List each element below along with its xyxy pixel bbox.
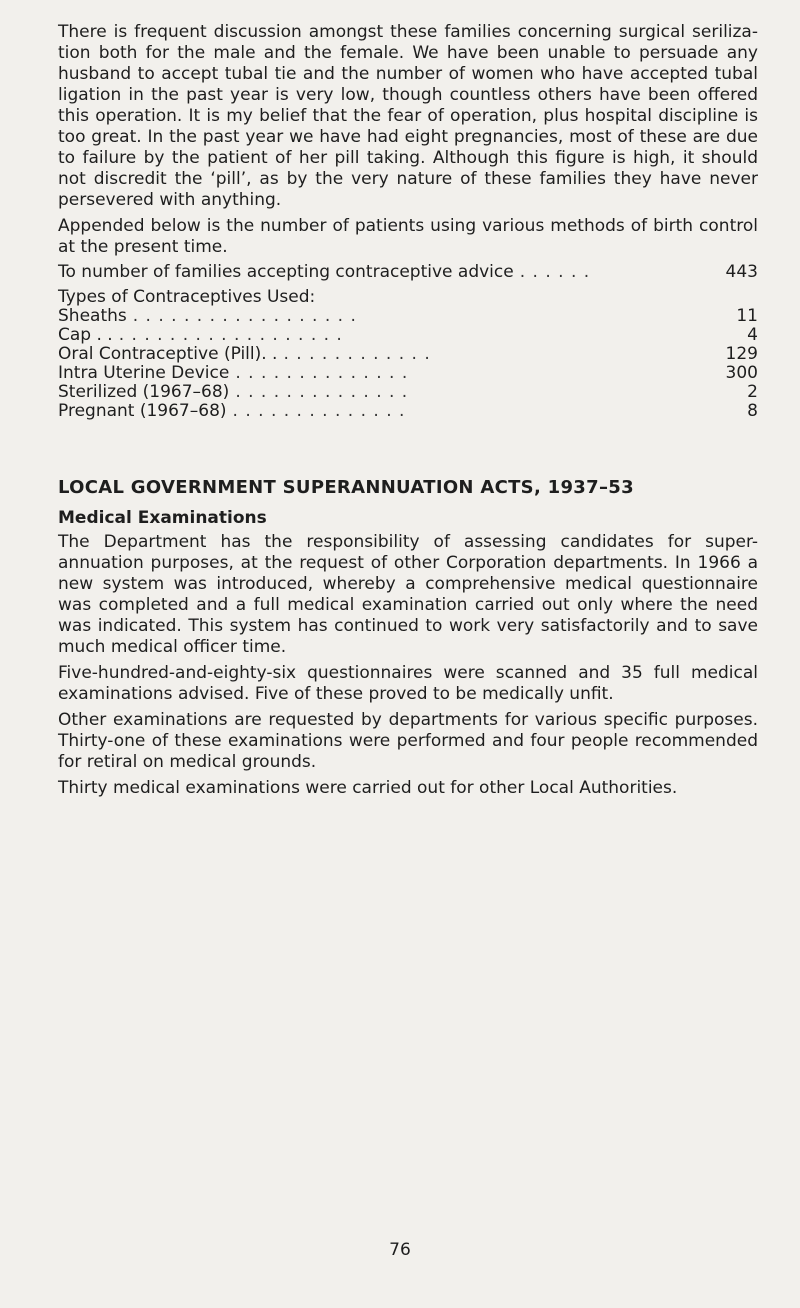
type-row [58,326,758,345]
leader-dots: . . . . . . . . . . . . . . [232,402,406,421]
type-label: Cap . . [58,325,113,345]
leader-dots: . . . . . . . . . . . . . . [235,383,409,402]
leader-dots: . . . . . . . . . . . . [283,345,431,364]
intro-paragraph-2: Appended below is the number of patients using various methods of birth control at the present time. [58,216,758,257]
types-heading-row [58,288,758,307]
leader-dots: . . . . . . . . . . . . . . . . . . [132,307,357,326]
families-row [58,263,758,282]
type-value: 300 [725,363,758,383]
type-value: 4 [747,325,758,345]
section-subheading: Medical Examinations [58,508,267,528]
type-value: 129 [725,344,758,364]
type-row [58,345,758,364]
document-page [58,22,758,804]
section-paragraph-3: Other examinations are requested by departments for various specific purposes. Thirty-one of these examinations were performed and four people recommended for retiral on medical grounds. [58,710,758,772]
families-label: To number of families accepting contraceptive advice [58,262,514,282]
type-value: 2 [747,382,758,402]
type-value: 8 [747,401,758,421]
types-heading: Types of Contraceptives Used: [58,287,316,307]
page-number: 76 [389,1240,411,1260]
type-row [58,307,758,326]
types-list [58,307,758,421]
families-value: 443 [725,262,758,282]
type-label: Intra Uterine Device [58,363,230,383]
type-value: 11 [736,306,758,326]
type-label: Sheaths [58,306,127,326]
intro-paragraph-1: There is frequent discussion amongst these families concerning surgical seriliza- tion both for the male and the female. We have been unable to persuade any husband to accept tubal tie and the number of women who have accepted tubal ligation in the past year is very low, though countless others have been offered this operation. It is my belief that the fear of operation, plus hospital discipline is too great. In the past year we have had eight pregnancies, most of these are due to failure by the patient of her pill taking. Although this figure is high, it should not discredit the ‘pill’, as by the very nature of these families they have never persevered with anything. [58,22,758,210]
leader-dots: . . . . . . . . . . . . . . [235,364,409,383]
type-label: Sterilized (1967–68) [58,382,230,402]
section-paragraph-2: Five-hundred-and-eighty-six questionnaires were scanned and 35 full medical examinations advised. Five of these proved to be medically unfit. [58,663,758,704]
type-row [58,364,758,383]
type-label: Oral Contraceptive (Pill). . [58,344,278,364]
type-row [58,402,758,421]
leader-dots: . . . . . . . . . . . . . . . . . . [118,326,343,345]
section-heading: LOCAL GOVERNMENT SUPERANNUATION ACTS, 1937–53 [58,477,634,498]
leader-dots: . . . . . . [519,263,591,282]
section-paragraph-4: Thirty medical examinations were carried out for other Local Authorities. [58,778,678,798]
type-label: Pregnant (1967–68) [58,401,227,421]
section-paragraph-1: The Department has the responsibility of assessing candidates for super- annuation purposes, at the request of other Corporation departments. In 1966 a new system was introduced, whereby a comprehensive medical questionnaire was completed and a full medical examination carried out only where the need was indicated. This system has continued to work very satisfactorily and to save much medical officer time. [58,532,758,657]
type-row [58,383,758,402]
